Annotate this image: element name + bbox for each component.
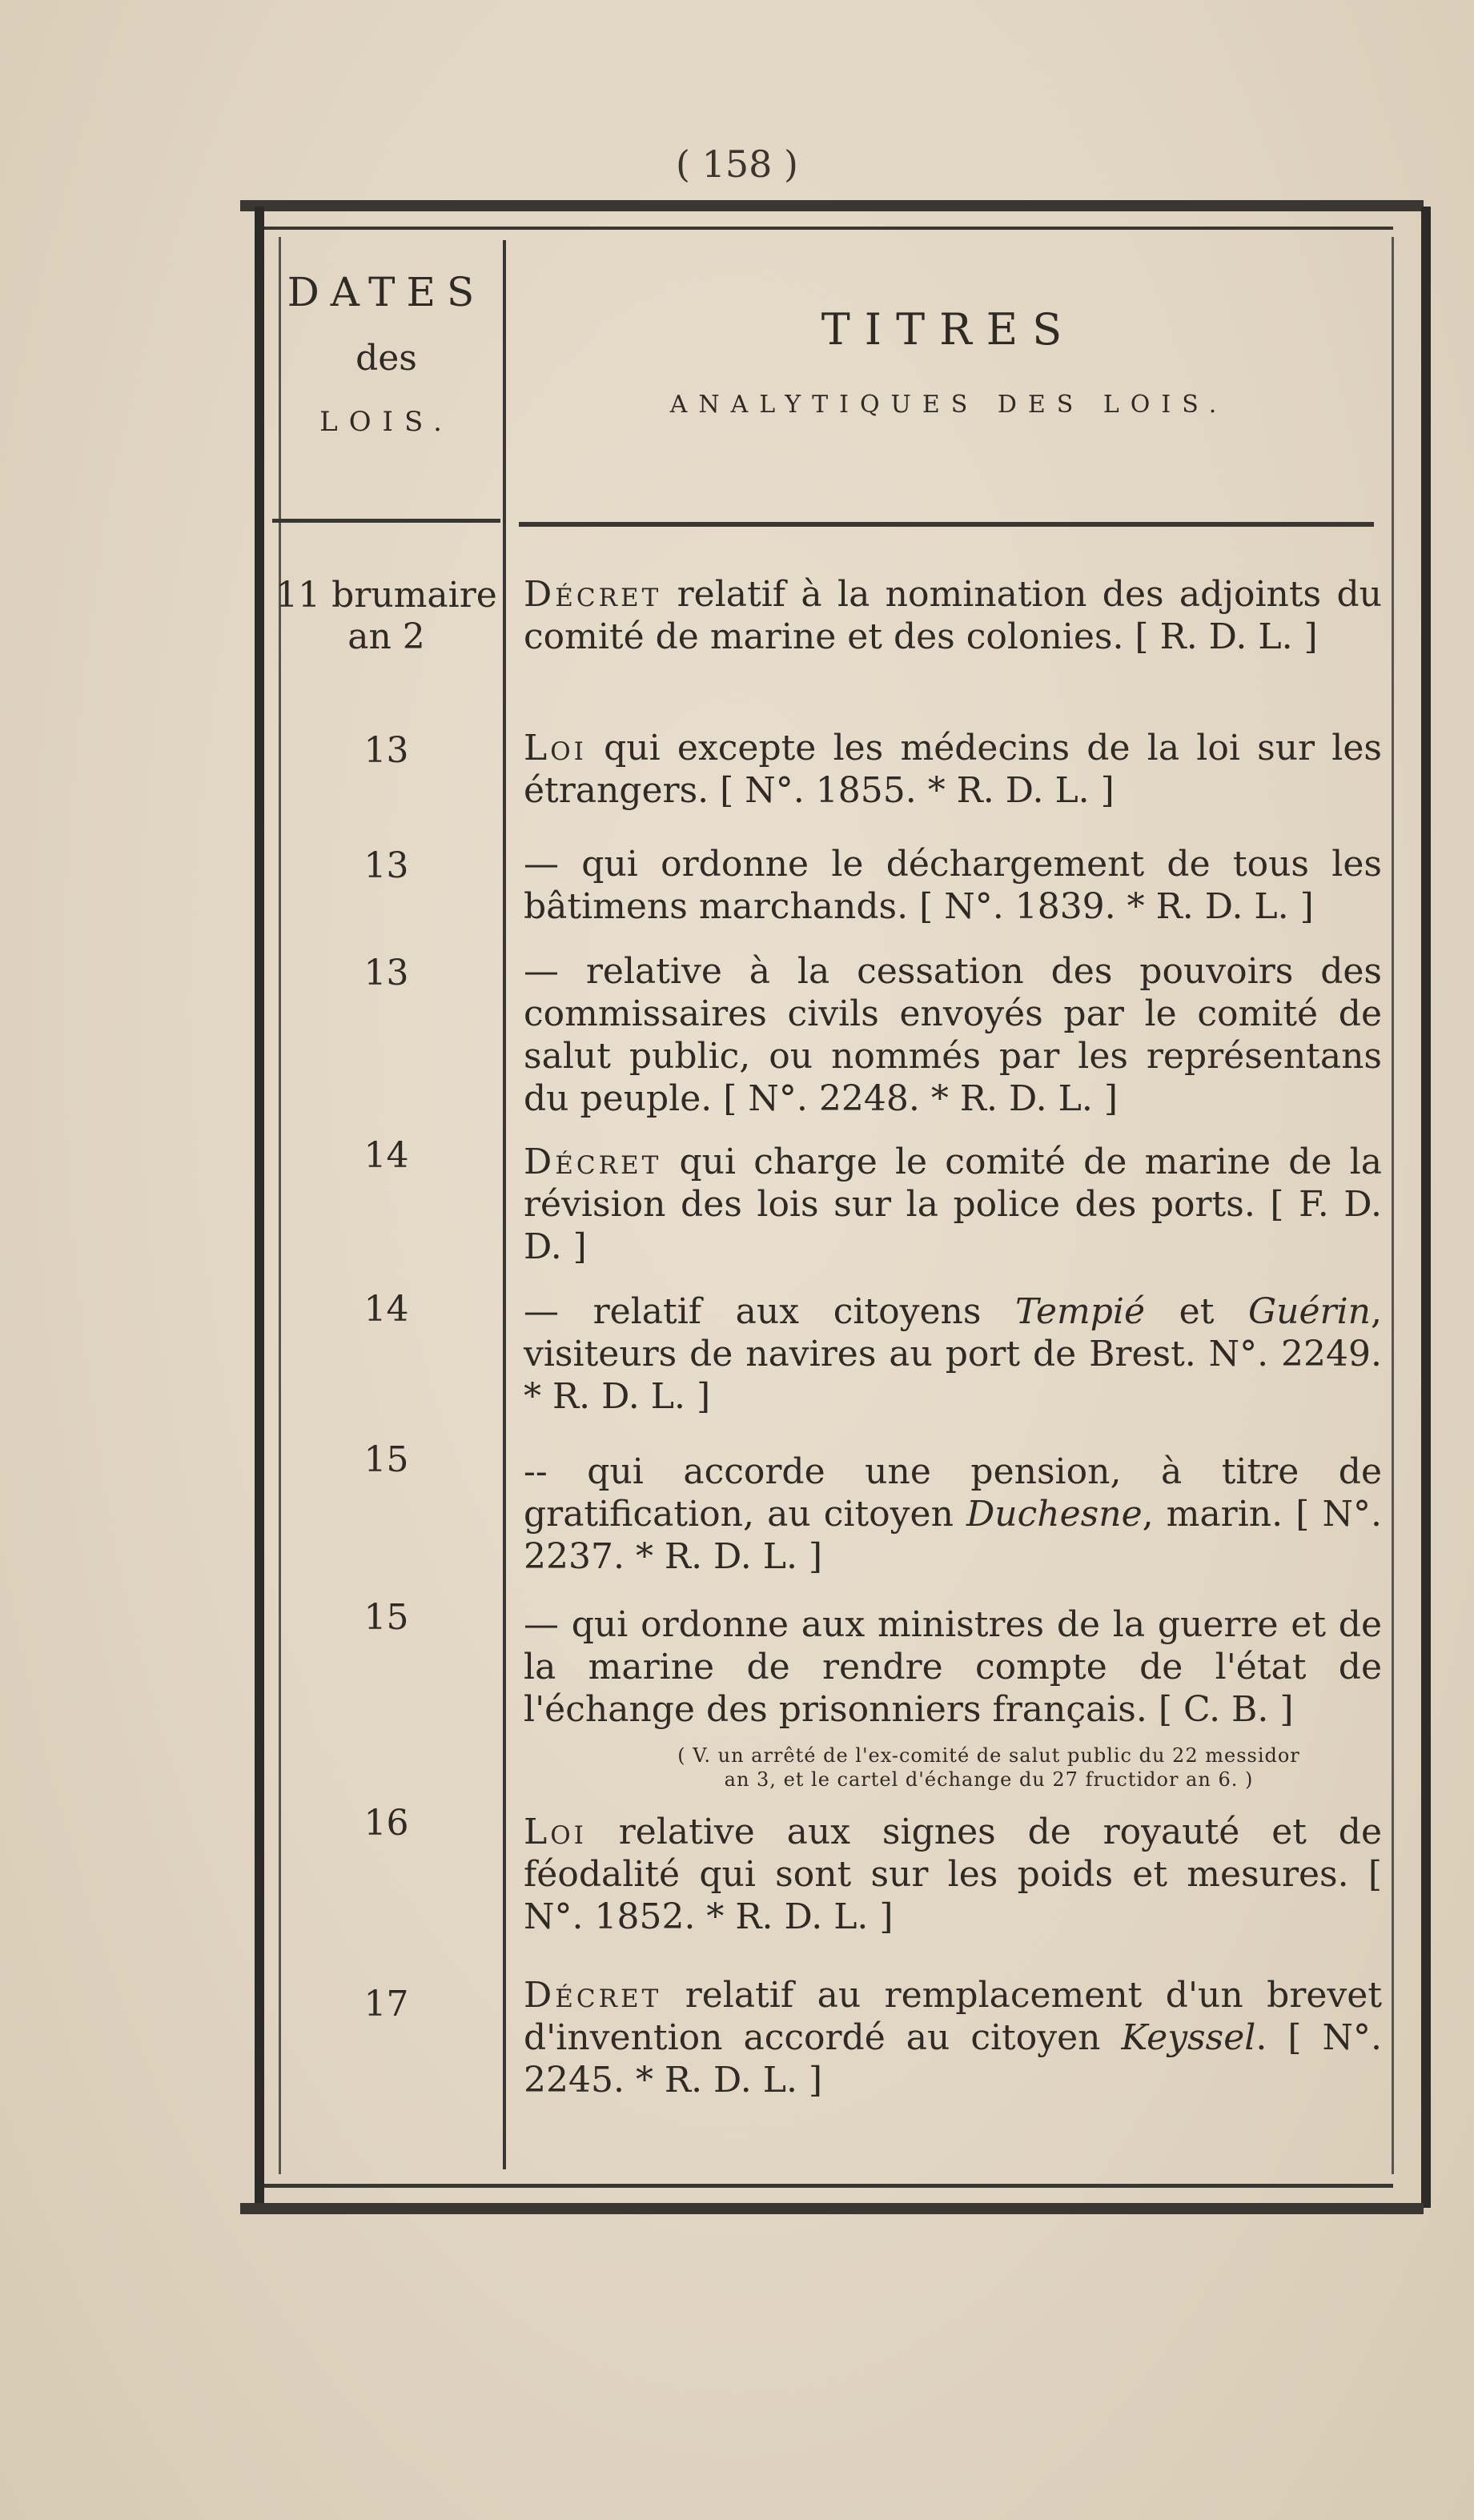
entry-date: 13: [363, 730, 409, 771]
bottom-border-thin: [264, 2184, 1393, 2188]
entry-title: Décret qui charge le comité de marine de la révision des lois sur la police des ports. [ F. D. D. ]: [524, 1142, 1382, 1267]
entry-date: 13: [363, 953, 409, 993]
entry-date: 14: [363, 1289, 409, 1330]
header-dates-line1: DATES: [287, 269, 486, 315]
entry-footnote: ( V. un arrêté de l'ex-comité de salut public du 22 messidor an 3, et le cartel d'échange du 27 fructidor an 6. ): [677, 1744, 1300, 1791]
entry-title: -- qui accorde une pension, à titre de gratification, au citoyen Duchesne, marin. [ N°. 2237. * R. D. L. ]: [524, 1451, 1382, 1577]
entry-date: 16: [363, 1803, 409, 1844]
header-titres-line1: TITRES: [821, 304, 1077, 355]
entry-title: — qui ordonne aux ministres de la guerre et de la marine de rendre compte de l'état de l'échange des prisonniers français. [ C. B. ]: [524, 1604, 1382, 1730]
entry-date: 11 brumaire an 2: [275, 575, 497, 657]
header-dates-line2: des: [355, 338, 417, 379]
frame-inner-line-left: [279, 237, 281, 2174]
entry-date: 15: [363, 1597, 409, 1638]
entry-title: — relatif aux citoyens Tempié et Guérin, visiteurs de navires au port de Brest. N°. 2249. * R. D. L. ]: [524, 1291, 1382, 1417]
frame-inner-line-right: [1392, 237, 1394, 2174]
header-titres-line2: ANALYTIQUES DES LOIS.: [669, 391, 1228, 419]
bottom-border-thick: [240, 2203, 1424, 2214]
entry-title: Loi qui excepte les médecins de la loi sur les étrangers. [ N°. 1855. * R. D. L. ]: [524, 728, 1382, 811]
entry-date: 14: [363, 1135, 409, 1176]
entry-title: Décret relatif au remplacement d'un brevet d'invention accordé au citoyen Keyssel. [ N°. 2245. * R. D. L. ]: [524, 1975, 1382, 2101]
header-rule-left: [272, 519, 500, 523]
entry-title: — relative à la cessation des pouvoirs des commissaires civils envoyés par le comité de salut public, ou nommés par les représentans du peuple. [ N°. 2248. * R. D. L. ]: [524, 951, 1382, 1119]
header-dates-line3: LOIS.: [319, 406, 453, 438]
entry-title: — qui ordonne le déchargement de tous les bâtimens marchands. [ N°. 1839. * R. D. L. ]: [524, 844, 1382, 927]
column-divider: [503, 240, 506, 2169]
entry-title: Loi relative aux signes de royauté et de féodalité qui sont sur les poids et mesures. [ N°. 1852. * R. D. L. ]: [524, 1812, 1382, 1937]
column-header-dates: [272, 269, 500, 438]
entry-date: 13: [363, 845, 409, 886]
entry-date: 15: [363, 1439, 409, 1480]
column-header-titres: [512, 304, 1385, 419]
header-rule-right: [519, 522, 1374, 527]
page-number: ( 158 ): [676, 142, 798, 186]
entry-date: 17: [363, 1984, 409, 2024]
entry-title: Décret relatif à la nomination des adjoints du comité de marine et des colonies. [ R. D. L. ]: [524, 574, 1382, 657]
